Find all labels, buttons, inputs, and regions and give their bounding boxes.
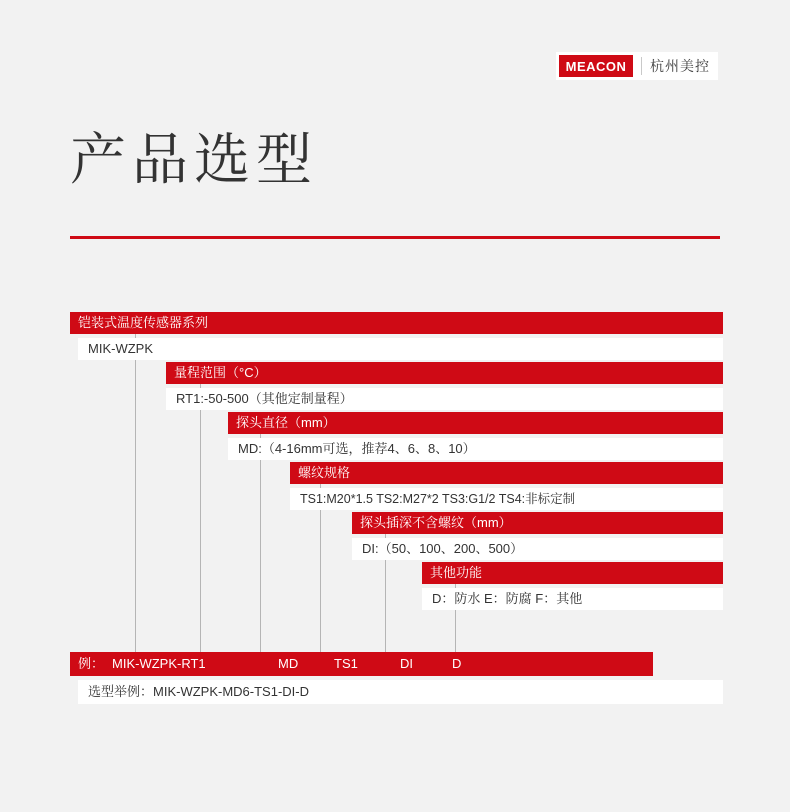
example-code-4: DI [400,656,413,671]
connector-line-3 [260,434,261,652]
row-header-series: 铠装式温度传感器系列 [70,312,723,334]
connector-line-1 [135,334,136,652]
row-header-range: 量程范围（°C） [166,362,723,384]
example-code-5: D [452,656,462,671]
row-header-diameter: 探头直径（mm） [228,412,723,434]
example-code-row [70,652,653,676]
example-code-3: TS1 [334,656,358,671]
example-code-1: MIK-WZPK-RT1 [112,656,206,671]
example-label: 例： [78,656,105,671]
row-value-range: RT1:-50-500（其他定制量程） [166,388,723,410]
row-header-other-function: 其他功能 [422,562,723,584]
row-value-other-function: D：防水 E：防腐 F：其他 [422,588,723,610]
title-underline-divider [70,236,720,239]
row-value-series: MIK-WZPK [78,338,723,360]
row-value-diameter: MD:（4-16mm可选，推荐4、6、8、10） [228,438,723,460]
example-sample-row: 选型举例：MIK-WZPK-MD6-TS1-DI-D [78,680,723,704]
row-header-thread: 螺纹规格 [290,462,723,484]
page-title: 产品选型 [70,128,318,191]
model-selection-diagram [70,312,723,704]
row-header-insertion-depth: 探头插深不含螺纹（mm） [352,512,723,534]
logo-divider [641,57,642,75]
example-code-2: MD [278,656,299,671]
row-value-thread: TS1:M20*1.5 TS2:M27*2 TS3:G1/2 TS4:非标定制 [290,488,723,510]
brand-logo [556,52,718,80]
brand-name-label: 杭州美控 [650,58,710,74]
meacon-logo-icon: MEACON [559,55,633,77]
connector-line-2 [200,384,201,652]
row-value-insertion-depth: DI:（50、100、200、500） [352,538,723,560]
